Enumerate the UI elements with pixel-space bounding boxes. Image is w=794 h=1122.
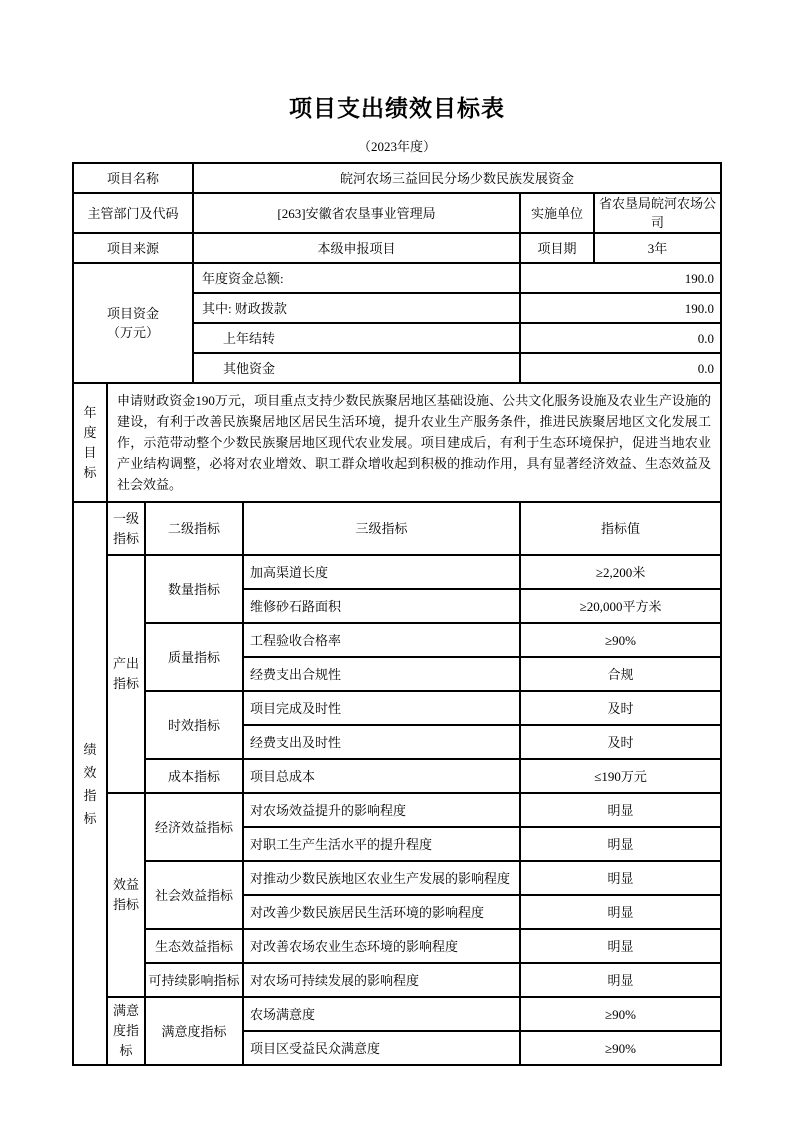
annual-goal-row — [73, 383, 721, 502]
l3-cell: 项目总成本 — [243, 759, 520, 793]
l2-cell: 经济效益指标 — [145, 793, 243, 861]
page-title: 项目支出绩效目标表 — [289, 96, 505, 121]
l2-cell: 时效指标 — [145, 691, 243, 759]
impl-unit-value: 省农垦局皖河农场公司 — [594, 193, 721, 233]
l3-cell: 工程验收合格率 — [243, 623, 520, 657]
l3-cell: 经费支出及时性 — [243, 725, 520, 759]
funding-label-line2: （万元） — [106, 325, 159, 340]
l1-cell: 效益指标 — [107, 793, 145, 997]
annual-goal-label: 年度目标 — [73, 383, 107, 502]
value-cell: ≥90% — [520, 997, 721, 1031]
project-name-label: 项目名称 — [73, 163, 193, 193]
value-cell: 及时 — [520, 691, 721, 725]
value-cell: ≥2,200米 — [520, 555, 721, 589]
value-cell: 明显 — [520, 793, 721, 827]
l1-cell: 产出指标 — [107, 555, 145, 793]
period-value: 3年 — [594, 233, 721, 263]
l2-cell: 数量指标 — [145, 555, 243, 623]
page-subtitle: （2023年度） — [357, 139, 436, 154]
value-cell: 合规 — [520, 657, 721, 691]
project-name-value: 皖河农场三益回民分场少数民族发展资金 — [193, 163, 721, 193]
header-l1: 一级指标 — [107, 502, 145, 555]
value-cell: ≥90% — [520, 623, 721, 657]
l3-cell: 对职工生产生活水平的提升程度 — [243, 827, 520, 861]
l3-cell: 维修砂石路面积 — [243, 589, 520, 623]
indicator-row — [73, 691, 721, 725]
value-cell: ≥20,000平方米 — [520, 589, 721, 623]
indicator-row — [73, 555, 721, 589]
funding-item-value: 190.0 — [520, 293, 721, 323]
l3-cell: 对改善少数民族居民生活环境的影响程度 — [243, 895, 520, 929]
impl-unit-label: 实施单位 — [520, 193, 594, 233]
funding-item-value: 190.0 — [520, 263, 721, 293]
value-cell: 明显 — [520, 895, 721, 929]
value-cell: 明显 — [520, 827, 721, 861]
l3-cell: 对农场可持续发展的影响程度 — [243, 963, 520, 997]
dept-label: 主管部门及代码 — [73, 193, 193, 233]
funding-item-label: 年度资金总额: — [193, 263, 520, 293]
l3-cell: 对改善农场农业生态环境的影响程度 — [243, 929, 520, 963]
indicator-row — [73, 623, 721, 657]
l2-cell: 社会效益指标 — [145, 861, 243, 929]
header-value: 指标值 — [520, 502, 721, 555]
l3-cell: 经费支出合规性 — [243, 657, 520, 691]
value-cell: 明显 — [520, 861, 721, 895]
value-cell: 明显 — [520, 963, 721, 997]
period-label: 项目期 — [520, 233, 594, 263]
l2-cell: 生态效益指标 — [145, 929, 243, 963]
l2-cell: 成本指标 — [145, 759, 243, 793]
indicator-row — [73, 759, 721, 793]
funding-item-label: 上年结转 — [193, 323, 520, 353]
indicator-row — [73, 861, 721, 895]
l1-cell: 满意度指标 — [107, 997, 145, 1065]
value-cell: 及时 — [520, 725, 721, 759]
funding-item-value: 0.0 — [520, 323, 721, 353]
performance-indicator-side-label-cell — [73, 502, 107, 1065]
l2-cell: 可持续影响指标 — [145, 963, 243, 997]
annual-goal-text: 申请财政资金190万元，项目重点支持少数民族聚居地区基础设施、公共文化服务设施及农业生产设施的建设，有利于改善民族聚居地区居民生活环境，提升农业生产服务条件，推进民族聚居地区文化发展工作，示范带动整个少数民族聚居地区现代农业发展。项目建成后，有利于生态环境保护，促进当地农业产业结构调整，必将对农业增效、职工群众增收起到积极的推动作用，具有显著经济效益、生态效益及社会效益。 — [107, 383, 721, 502]
funding-item-label: 其中: 财政拨款 — [193, 293, 520, 323]
funding-label-cell — [73, 263, 193, 383]
source-row — [73, 233, 721, 263]
performance-target-table — [72, 162, 722, 1066]
value-cell: 明显 — [520, 929, 721, 963]
project-name-row — [73, 163, 721, 193]
l3-cell: 对农场效益提升的影响程度 — [243, 793, 520, 827]
indicator-row — [73, 793, 721, 827]
indicator-row — [73, 929, 721, 963]
value-cell: ≤190万元 — [520, 759, 721, 793]
indicator-row — [73, 997, 721, 1031]
value-cell: ≥90% — [520, 1031, 721, 1065]
header-l3: 三级指标 — [243, 502, 520, 555]
dept-value: [263]安徽省农垦事业管理局 — [193, 193, 520, 233]
l2-cell: 质量指标 — [145, 623, 243, 691]
indicator-header-row — [73, 502, 721, 555]
department-row — [73, 193, 721, 233]
indicator-row — [73, 963, 721, 997]
l3-cell: 项目完成及时性 — [243, 691, 520, 725]
funding-item-label: 其他资金 — [193, 353, 520, 383]
performance-indicator-side-label: 绩效指标 — [83, 741, 97, 826]
l3-cell: 对推动少数民族地区农业生产发展的影响程度 — [243, 861, 520, 895]
l2-cell: 满意度指标 — [145, 997, 243, 1065]
funding-row — [73, 263, 721, 293]
source-value: 本级申报项目 — [193, 233, 520, 263]
source-label: 项目来源 — [73, 233, 193, 263]
funding-item-value: 0.0 — [520, 353, 721, 383]
l3-cell: 加高渠道长度 — [243, 555, 520, 589]
l3-cell: 项目区受益民众满意度 — [243, 1031, 520, 1065]
header-l2: 二级指标 — [145, 502, 243, 555]
funding-label-line1: 项目资金 — [106, 306, 159, 321]
l3-cell: 农场满意度 — [243, 997, 520, 1031]
